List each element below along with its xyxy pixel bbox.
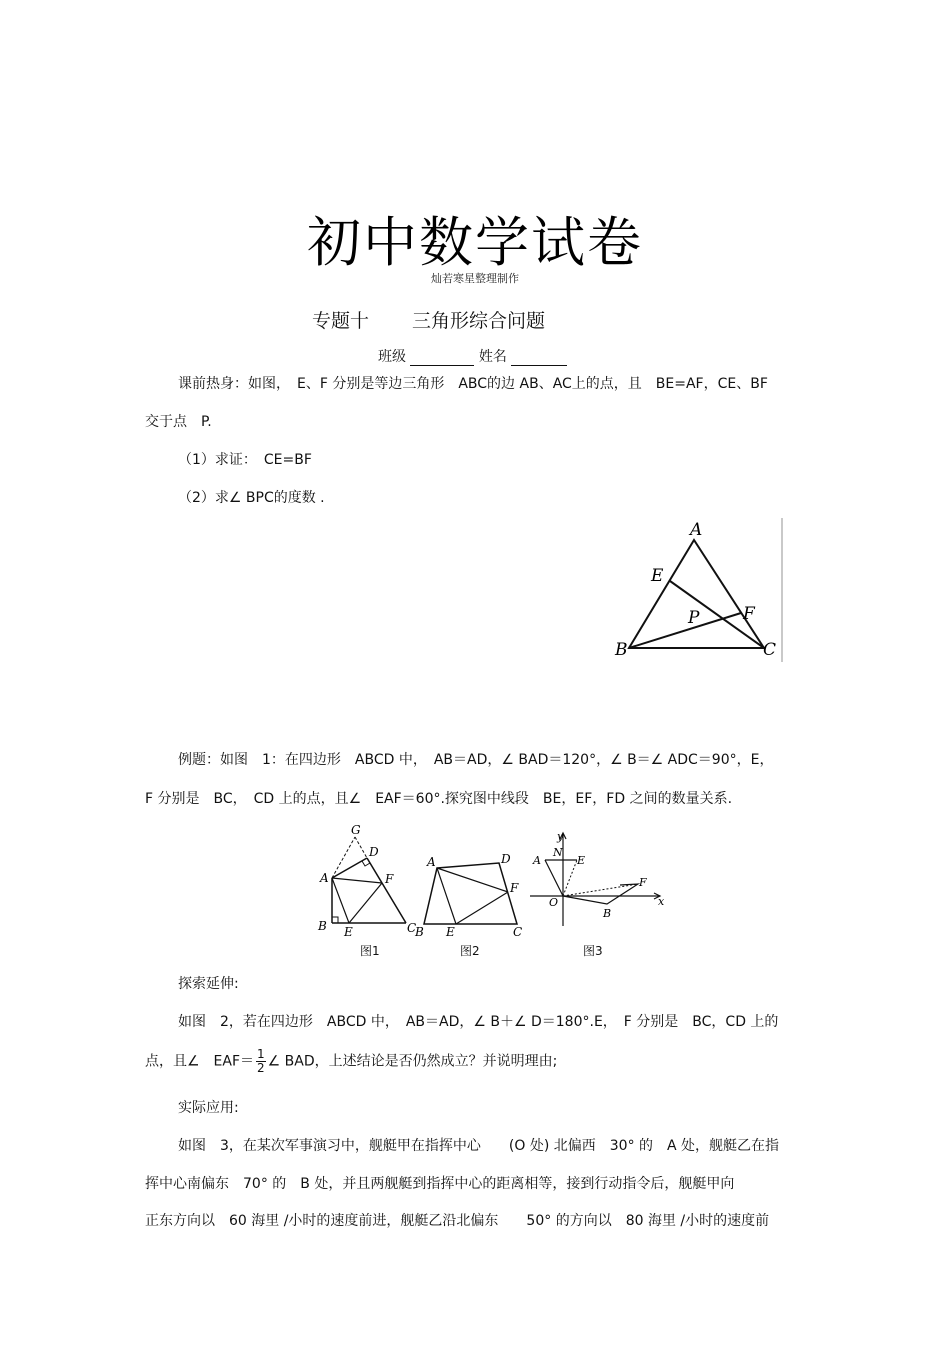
fig2-segment-af [437, 868, 508, 892]
fig3-label-o: O [549, 896, 559, 909]
figure-1 [313, 822, 423, 940]
topic-name: 三角形综合问题 [412, 310, 546, 332]
name-label: 姓名 [478, 349, 507, 365]
fig2-label-a: A [427, 855, 436, 869]
fig1-label-d: D [369, 845, 379, 859]
fig1-label-c: C [407, 921, 417, 935]
figure-1-caption: 图1 [360, 944, 380, 958]
page-subtitle: 灿若寒星整理制作 [431, 272, 519, 285]
fig1-dashed-gd [355, 837, 367, 858]
fig3-dashed-of [563, 884, 638, 896]
fig2-segment-ae [437, 868, 456, 924]
fig3-label-b: B [603, 907, 612, 920]
fraction-denominator: 2 [257, 1061, 265, 1075]
fig1-side-cd [367, 858, 406, 923]
fig2-label-e: E [446, 925, 455, 939]
application-line-3: 正东方向以 60 海里 /小时的速度前进，舰艇乙沿北偏东 50° 的方向以 80 海里 /小时的速度前 [145, 1213, 770, 1229]
application-line-1: 如图 3，在某次军事演习中，舰艇甲在指挥中心 (O 处) 北偏西 30° 的 A 处，舰艇乙在指 [178, 1138, 780, 1154]
label-a: A [690, 520, 703, 540]
fig1-right-angle-b [332, 917, 338, 923]
fig3-segment-ao [545, 860, 563, 896]
fig2-label-d: D [501, 852, 511, 866]
figure-3 [522, 826, 672, 938]
triangle-abc-figure [608, 515, 790, 665]
extension-line-2-end: ∠ BAD，上述结论是否仍然成立？并说明理由; [267, 1053, 558, 1070]
figure-2 [412, 846, 530, 940]
topic-number: 专题十 [312, 310, 370, 332]
fig1-label-a: A [320, 871, 329, 885]
fig1-label-b: B [318, 919, 327, 933]
fig2-label-c: C [513, 925, 523, 939]
warmup-line-1: 课前热身：如图， E、F 分别是等边三角形 ABC的边 AB、AC上的点，且 BE=AF，CE、BF [178, 376, 768, 392]
example-line-2: F 分别是 BC， CD 上的点，且∠ EAF＝60°.探究图中线段 BE，EF，FD 之间的数量关系. [145, 791, 733, 807]
fig3-dashed-oe [563, 860, 577, 896]
warmup-question-2: （2）求∠ BPC的度数 . [178, 490, 325, 506]
name-blank[interactable] [511, 351, 567, 366]
warmup-question-1: （1）求证： CE=BF [178, 452, 312, 468]
example-line-1: 例题：如图 1：在四边形 ABCD 中， AB＝AD，∠ BAD＝120°，∠ B＝∠ ADC＝90°，E， [178, 752, 774, 768]
label-f: F [743, 604, 755, 624]
triangle-abc [629, 540, 764, 648]
extension-heading: 探索延伸: [178, 976, 239, 992]
fig3-label-x: x [658, 895, 665, 908]
label-p: P [688, 608, 700, 628]
page-title: 初中数学试卷 [307, 211, 643, 274]
application-heading: 实际应用: [178, 1100, 239, 1116]
application-line-2: 挥中心南偏东 70° 的 B 处，并且两舰艇到指挥中心的距离相等，接到行动指令后，舰艇甲向 [145, 1176, 735, 1192]
figure-3-caption: 图3 [583, 944, 603, 958]
fig1-label-e: E [344, 925, 353, 939]
fig3-label-y: y [557, 830, 564, 843]
fig3-path-obf [563, 884, 638, 904]
fig3-label-n: N [553, 846, 563, 859]
fraction-numerator: 1 [257, 1047, 265, 1061]
fig2-label-b: B [415, 925, 424, 939]
fig2-label-f: F [510, 881, 519, 895]
fraction-one-half [256, 1048, 266, 1075]
figure-2-caption: 图2 [460, 944, 480, 958]
fig2-segment-ef [456, 892, 508, 924]
fig1-label-g: G [351, 823, 361, 837]
class-blank[interactable] [410, 351, 474, 366]
extension-line-2-start: 点，且∠ EAF＝ [145, 1053, 255, 1070]
fig1-label-f: F [385, 872, 394, 886]
class-name-line [378, 346, 567, 366]
fig1-segment-ae [332, 878, 349, 923]
fig3-label-e: E [577, 854, 586, 867]
label-c: C [763, 640, 777, 660]
label-e: E [651, 566, 664, 586]
extension-line-1: 如图 2，若在四边形 ABCD 中， AB＝AD，∠ B＋∠ D＝180°.E， F 分别是 BC，CD 上的 [178, 1014, 779, 1030]
fig1-segment-ef [349, 883, 382, 923]
fig3-label-f: F [639, 876, 647, 889]
label-b: B [615, 640, 628, 660]
warmup-line-2: 交于点 P. [145, 414, 212, 430]
fig1-segment-af [332, 878, 382, 883]
class-label: 班级 [378, 349, 406, 365]
fig3-label-a: A [533, 854, 541, 867]
extension-line-2 [145, 1048, 557, 1075]
